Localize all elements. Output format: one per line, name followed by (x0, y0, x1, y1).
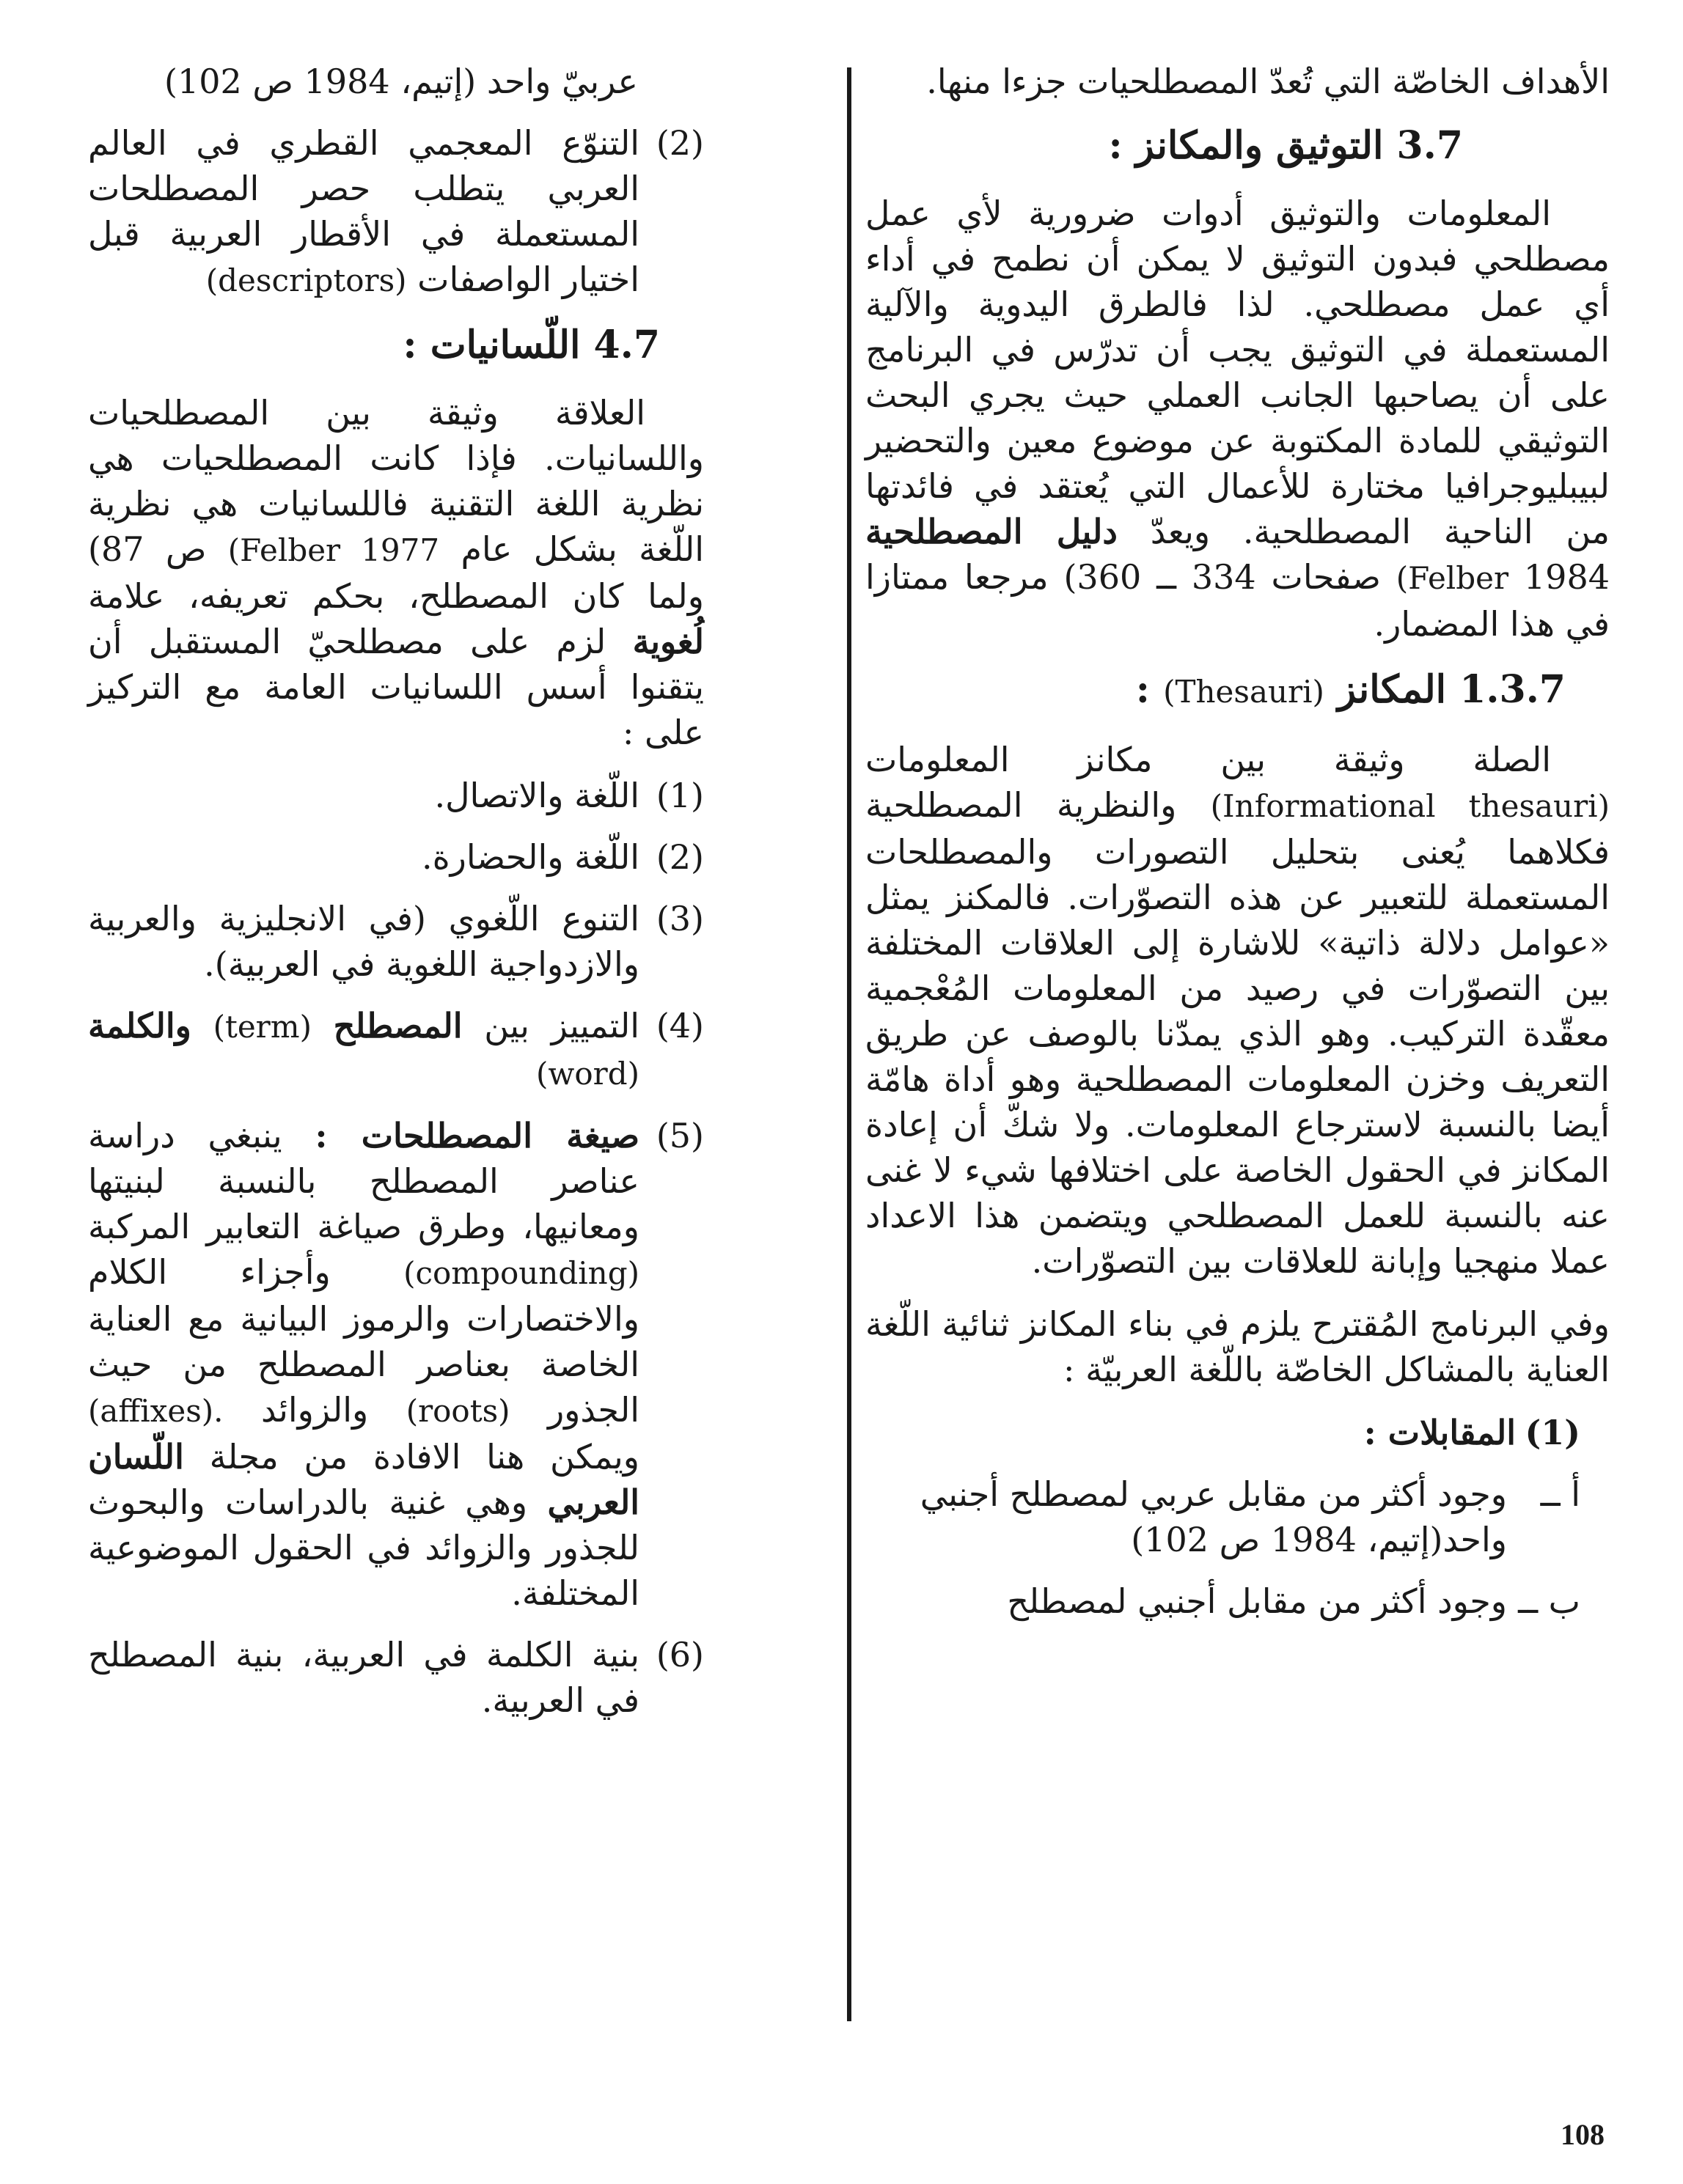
bold-term: المصطلح (333, 1006, 463, 1045)
latin-term: (compounding) (403, 1255, 639, 1291)
list-item-2 (88, 120, 704, 304)
item-number: (1) (656, 776, 704, 815)
bold-term: دليل المصطلحية (865, 512, 1118, 551)
paragraph-program: وفي البرنامج المُقترح يلزم في بناء المكانز ثنائية اللّغة العناية بالمشاكل الخاصّة باللّغة العربيّة : (865, 1304, 1610, 1389)
page-number: 108 (1561, 2118, 1605, 2151)
item-number: (5) (656, 1116, 704, 1155)
item-number: (1) (1525, 1413, 1580, 1452)
bold-term: لُغوية (632, 622, 705, 661)
item-text-content: التمييز بين (484, 1006, 639, 1045)
paragraph-text: 1984 صفحات 334 ــ 360) مرجعا ممتازا في هذا المضمار. (865, 557, 1610, 644)
item-text: بنية الكلمة في العربية، بنية المصطلح في العربية. (88, 1635, 639, 1720)
item-number: (2) (656, 837, 704, 877)
sub-item-b (865, 1578, 1610, 1624)
item-text: اللّغة والحضارة. (421, 837, 639, 877)
latin-reference: (Felber (1396, 560, 1509, 596)
item-number: (3) (656, 899, 704, 938)
latin-term: (affixes). (88, 1393, 224, 1429)
latin-reference: (Felber 1977 (227, 532, 440, 568)
sub-item-text: وجود أكثر من مقابل أجنبي لمصطلح (1007, 1581, 1507, 1621)
latin-term: (word) (536, 1056, 639, 1092)
list-item-5 (88, 1113, 704, 1616)
item-text-content: ويمكن هنا الافادة من مجلة (209, 1437, 639, 1477)
bold-term: صيغة المصطلحات : (315, 1116, 640, 1155)
left-column (88, 59, 704, 1739)
list-item-4 (88, 1003, 704, 1097)
section-heading-1-3-7 (865, 664, 1610, 718)
list-item-6 (88, 1632, 704, 1723)
item-text-content: والزوائد (260, 1390, 369, 1430)
heading-text: 1.3.7 المكانز (1338, 667, 1566, 712)
sub-item-a (865, 1471, 1610, 1562)
paragraph-documentation (865, 191, 1610, 647)
paragraph-linguistics (88, 390, 704, 755)
item-text: التنوع اللّغوي (في الانجليزية والعربية والازدواجية اللغوية في العربية). (88, 899, 639, 984)
heading-colon: : (1135, 667, 1150, 712)
paragraph-text: العلاقة وثيقة بين المصطلحيات واللسانيات. فإذا كانت المصطلحيات هي نظرية اللغة التقنية فاللسانيات هي نظرية اللّغة بشكل عام (88, 393, 705, 569)
latin-term: (Informational thesauri) (1210, 788, 1610, 824)
latin-term: (term) (213, 1009, 312, 1045)
list-item-2b (88, 834, 704, 880)
sub-item-marker: ب ــ (1518, 1581, 1580, 1621)
column-divider (847, 67, 851, 2021)
item-text (88, 120, 639, 304)
left-lead-text: عربيّ واحد (إتيم، 1984 ص 102) (164, 62, 638, 101)
item-text-content: وأجزاء الكلام والاختصارات والرموز البيانية مع العناية الخاصة بعناصر المصطلح من حيث الجذور (88, 1252, 640, 1430)
latin-term: (descriptors) (205, 262, 407, 298)
list-item-equivalents (865, 1410, 1610, 1455)
item-label: المقابلات : (1363, 1413, 1516, 1452)
item-number: (2) (656, 123, 704, 163)
item-text (88, 1003, 639, 1097)
item-text-content: ينبغي دراسة عناصر المصطلح بالنسبة لبنيتها ومعانيها، وطرق صياغة التعابير المركبة (88, 1116, 639, 1246)
paragraph-text: لزم على مصطلحيّ المستقبل أن يتقنوا أسس اللسانيات العامة مع التركيز على : (88, 622, 704, 752)
item-text-content: التنوّع المعجمي القطري في العالم العربي يتطلب حصر المصطلحات المستعملة في الأقطار العربية قبل اختيار الواصفات (88, 123, 639, 299)
item-text (88, 1113, 639, 1616)
item-text-content: وهي غنية بالدراسات والبحوث للجذور والزوائد في الحقول الموضوعية المختلفة. (88, 1482, 639, 1613)
paragraph-text: والنظرية المصطلحية فكلاهما يُعنى بتحليل التصورات والمصطلحات المستعملة للتعبير عن هذه التصوّرات. فالمكنز يمثل «عوامل دلالة ذاتية» للاشارة إلى العلاقات المختلفة بين التصوّرات في رصيد من المعلومات المُعْجمية معقّدة التركيب. وهو الذي يمدّنا بالوصف عن طريق التعريف وخزن المعلومات المصطلحية وهو أداة هامّة أيضا بالنسبة لاسترجاع المعلومات. ولا شكّ أن إعادة المكانز في الحقول الخاصة على اختلافها شيء لا غنى عنه بالنسبة للعمل المصطلحي ويتضمن هذا الاعداد عملا منهجيا وإبانة للعلاقات بين التصوّرات. (865, 785, 1610, 1281)
section-heading-3-7: 3.7 التوثيق والمكانز : (1108, 123, 1463, 168)
sub-item-marker: أ ــ (1540, 1474, 1580, 1514)
item-number: (4) (656, 1006, 704, 1045)
list-item-3 (88, 896, 704, 987)
bold-term: والكلمة (88, 1006, 191, 1045)
right-column (865, 59, 1610, 1640)
paragraph-text: الصلة وثيقة بين مكانز المعلومات (865, 740, 1551, 779)
paragraph-text: ص 87) ولما كان المصطلح، بحكم تعريفه، علامة (88, 529, 704, 616)
latin-term: (roots) (406, 1393, 510, 1429)
list-item-1 (88, 773, 704, 818)
sub-item-text: وجود أكثر من مقابل عربي لمصطلح أجنبي واحد(إتيم، 1984 ص 102) (920, 1474, 1507, 1559)
section-heading-4-7: 4.7 اللّسانيات : (403, 323, 660, 367)
bold-term: اللّسان العربي (88, 1437, 640, 1522)
item-number: (6) (656, 1635, 704, 1674)
paragraph-text: المعلومات والتوثيق أدوات ضرورية لأي عمل مصطلحي فبدون التوثيق لا يمكن أن نطمح في أداء أي عمل مصطلحي. لذا فالطرق اليدوية والآلية المستعملة في التوثيق يجب أن تدرّس في البرنامج على أن يصاحبها الجانب العملي حيث يجري البحث التوثيقي للمادة المكتوبة عن موضوع معين والتحضير لبيبليوجرافيا مختارة للأعمال التي يُعتقد في فائدتها من الناحية المصطلحية. ويعدّ (865, 194, 1610, 551)
latin-term: (Thesauri) (1163, 674, 1324, 710)
right-lead-text: الأهداف الخاصّة التي تُعدّ المصطلحيات جزءا منها. (926, 62, 1610, 101)
paragraph-thesauri (865, 737, 1610, 1284)
item-text: اللّغة والاتصال. (434, 776, 639, 815)
